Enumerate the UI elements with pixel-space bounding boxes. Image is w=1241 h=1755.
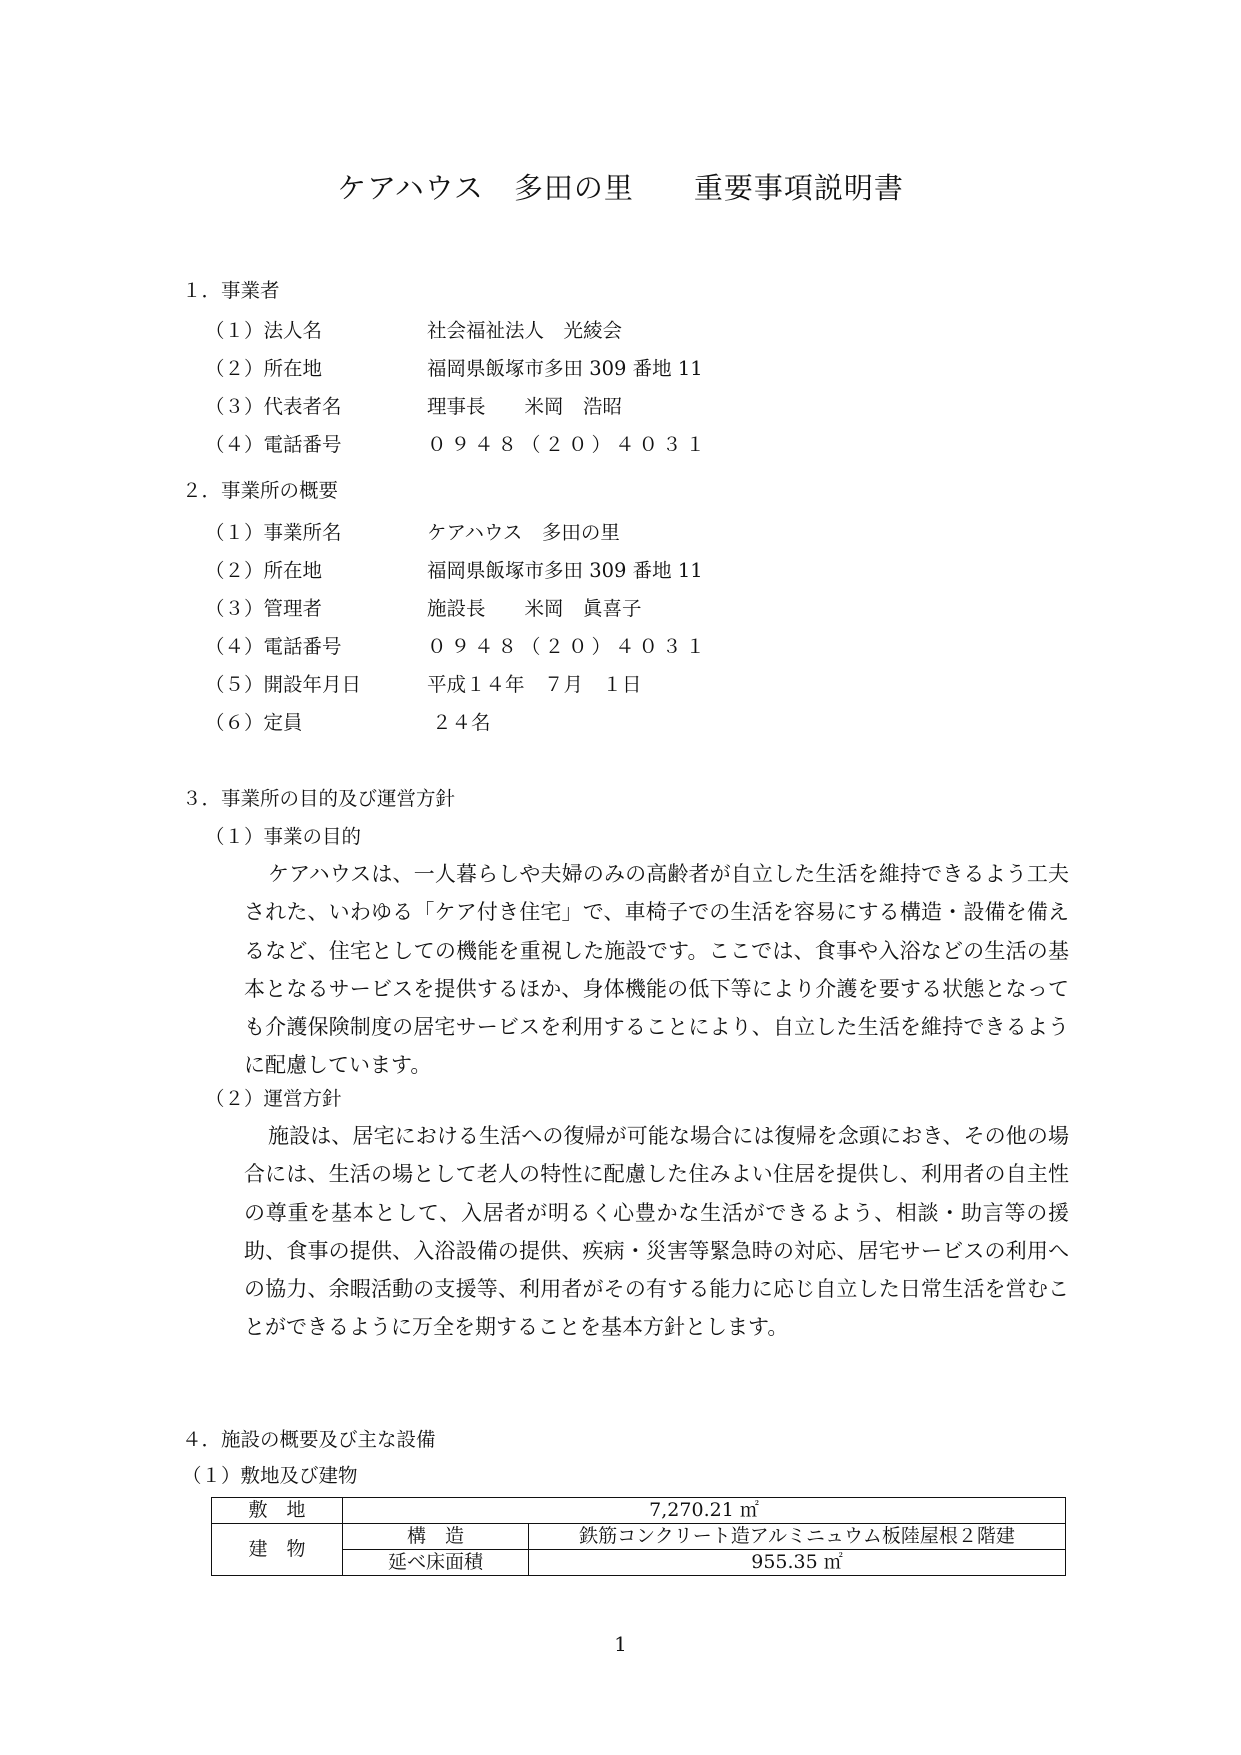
corp-address-label: （２）所在地	[205, 357, 323, 380]
floor-area-label-cell: 延べ床面積	[343, 1550, 529, 1576]
capacity-label: （６）定員	[205, 711, 303, 734]
corp-name-value: 社会福祉法人 光綾会	[427, 319, 623, 342]
capacity-value: ２４名	[432, 711, 491, 734]
opening-date-label: （５）開設年月日	[205, 673, 362, 696]
corp-phone-label: （４）電話番号	[205, 433, 342, 456]
document-title: ケアハウス 多田の里 重要事項説明書	[337, 171, 904, 205]
site-building-heading: （１）敷地及び建物	[182, 1464, 358, 1487]
page-number: 1	[614, 1632, 627, 1656]
corp-name-label: （１）法人名	[205, 319, 323, 342]
structure-value-cell: 鉄筋コンクリート造アルミニュウム板陸屋根２階建	[529, 1524, 1066, 1550]
section-4-heading: ４．施設の概要及び主な設備	[182, 1428, 436, 1451]
site-label-cell: 敷 地	[212, 1498, 343, 1524]
policy-heading: （２）運営方針	[205, 1087, 342, 1110]
table-row	[212, 1498, 1066, 1524]
purpose-paragraph: ケアハウスは、一人暮らしや夫婦のみの高齢者が自立した生活を維持できるよう工夫された、いわゆる「ケア付き住宅」で、車椅子での生活を容易にする構造・設備を備えるなど、住宅としての機能を重視した施設です。ここでは、食事や入浴などの生活の基本となるサービスを提供するほか、身体機能の低下等により介護を要する状態となっても介護保険制度の居宅サービスを利用することにより、自立した生活を維持できるように配慮しています。	[244, 862, 1069, 1078]
corp-phone-value: ０９４８（２０）４０３１	[427, 433, 710, 456]
table-row	[212, 1524, 1066, 1550]
representative-label: （３）代表者名	[205, 395, 342, 418]
section-2-heading: ２．事業所の概要	[182, 479, 339, 502]
manager-label: （３）管理者	[205, 597, 323, 620]
section-1-heading: １．事業者	[182, 279, 280, 302]
corp-address-value: 福岡県飯塚市多田 309 番地 11	[427, 357, 703, 380]
office-name-value: ケアハウス 多田の里	[427, 521, 620, 544]
office-phone-value: ０９４８（２０）４０３１	[427, 635, 710, 658]
purpose-heading: （１）事業の目的	[205, 825, 362, 848]
structure-label-cell: 構 造	[343, 1524, 529, 1550]
opening-date-value: 平成１４年 ７月 １日	[427, 673, 642, 696]
policy-paragraph: 施設は、居宅における生活への復帰が可能な場合には復帰を念頭におき、その他の場合には、生活の場として老人の特性に配慮した住みよい住居を提供し、利用者の自主性の尊重を基本として、入居者が明るく心豊かな生活ができるよう、相談・助言等の援助、食事の提供、入浴設備の提供、疾病・災害等緊急時の対応、居宅サービスの利用への協力、余暇活動の支援等、利用者がその有する能力に応じ自立した日常生活を営むことができるように万全を期することを基本方針とします。	[244, 1124, 1069, 1340]
floor-area-value-cell: 955.35 ㎡	[529, 1550, 1066, 1576]
representative-value: 理事長 米岡 浩昭	[427, 395, 623, 418]
office-phone-label: （４）電話番号	[205, 635, 342, 658]
building-label-cell: 建 物	[212, 1524, 343, 1576]
office-name-label: （１）事業所名	[205, 521, 342, 544]
manager-value: 施設長 米岡 眞喜子	[427, 597, 642, 620]
office-address-value: 福岡県飯塚市多田 309 番地 11	[427, 559, 703, 582]
site-value-cell: 7,270.21 ㎡	[343, 1498, 1066, 1524]
office-address-label: （２）所在地	[205, 559, 323, 582]
section-3-heading: ３．事業所の目的及び運営方針	[182, 787, 456, 810]
site-building-table	[211, 1497, 1066, 1576]
